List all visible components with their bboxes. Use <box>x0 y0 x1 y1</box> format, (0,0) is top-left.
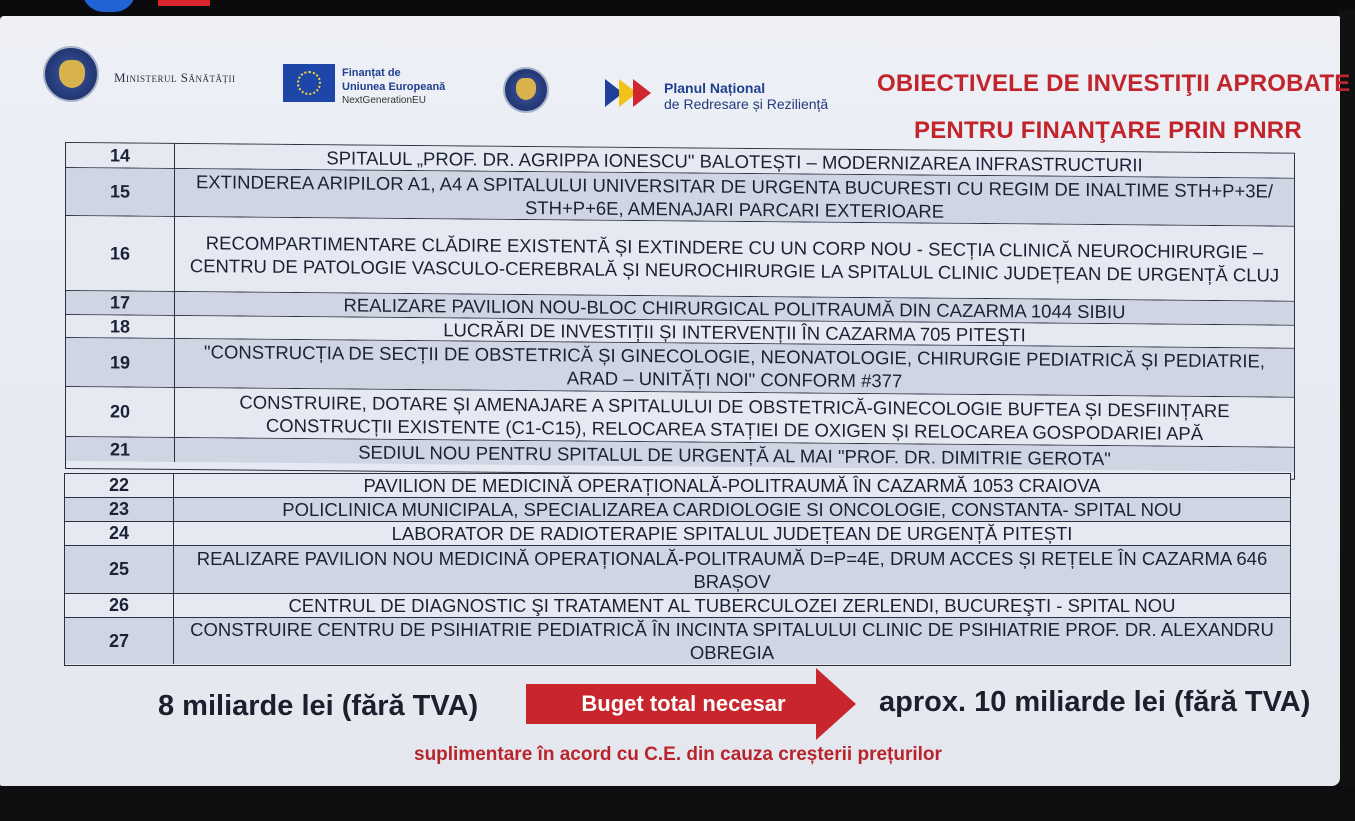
arrow-label: Buget total necesar <box>581 691 786 716</box>
broadcast-logo-icon <box>82 0 136 12</box>
investment-table-part-2 <box>64 473 1291 666</box>
row-description: REALIZARE PAVILION NOU-BLOC CHIRURGICAL POLITRAUMĂ DIN CAZARMA 1044 SIBIU <box>175 292 1294 325</box>
table-row <box>65 474 1290 498</box>
table-row <box>65 618 1290 664</box>
live-badge-icon <box>158 0 210 6</box>
budget-arrow <box>526 668 856 740</box>
investment-table-part-1 <box>65 142 1295 480</box>
row-number: 26 <box>65 594 174 617</box>
row-number: 21 <box>66 437 175 462</box>
row-description: POLICLINICA MUNICIPALA, SPECIALIZAREA CARDIOLOGIE SI ONCOLOGIE, CONSTANTA- SPITAL NOU <box>174 498 1290 521</box>
row-number: 16 <box>66 216 175 291</box>
table-row <box>66 216 1294 302</box>
row-description: SEDIUL NOU PENTRU SPITALUL DE URGENȚĂ AL MAI "PROF. DR. DIMITRIE GEROTA" <box>175 438 1294 472</box>
romanian-government-seal-icon <box>43 46 99 102</box>
pnrr-logo-icon <box>605 77 657 109</box>
eu-funding-text: Finanțat de Uniunea Europeană NextGenerationEU <box>342 67 446 106</box>
row-number: 20 <box>66 387 175 437</box>
row-description: "CONSTRUCȚIA DE SECȚII DE OBSTETRICĂ ȘI GINECOLOGIE, NEONATOLOGIE, CHIRURGIE PEDIATRICĂ ȘI PEDIATRIE, ARAD – UNITĂȚI NOI" CONFORM #377 <box>175 339 1294 397</box>
row-description: SPITALUL „PROF. DR. AGRIPPA IONESCU" BALOTEȘTI – MODERNIZAREA INFRASTRUCTURII <box>175 144 1294 178</box>
table-row <box>65 498 1290 522</box>
row-description: CONSTRUIRE, DOTARE ȘI AMENAJARE A SPITALULUI DE OBSTETRICĂ-GINECOLOGIE BUFTEA ȘI DESFIINȚARE CONSTRUCȚII EXISTENTE (C1-C15), RELOCAREA STAȚIEI DE OXIGEN ȘI RELOCAREA GOSPODARIEI APĂ <box>175 388 1294 447</box>
screen-bezel <box>1339 10 1355 821</box>
slide-title: OBIECTIVELE DE INVESTIŢII APROBATE <box>877 70 1351 97</box>
ministry-name: Ministerul Sănătății <box>114 70 236 85</box>
row-number: 17 <box>66 291 175 315</box>
row-description: CENTRUL DE DIAGNOSTIC ŞI TRATAMENT AL TUBERCULOZEI ZERLENDI, BUCUREŞTI - SPITAL NOU <box>174 594 1290 617</box>
eu-flag-icon <box>283 64 335 102</box>
slide-subtitle: PENTRU FINANŢARE PRIN PNRR <box>914 117 1302 144</box>
row-number: 14 <box>66 143 175 168</box>
row-number: 23 <box>65 498 174 521</box>
government-seal-icon <box>503 67 549 113</box>
row-description: LABORATOR DE RADIOTERAPIE SPITALUL JUDEȚEAN DE URGENȚĂ PITEȘTI <box>174 522 1290 545</box>
row-number: 24 <box>65 522 174 545</box>
row-description: CONSTRUIRE CENTRU DE PSIHIATRIE PEDIATRICĂ ÎN INCINTA SPITALULUI CLINIC DE PSIHIATRIE PROF. DR. ALEXANDRU OBREGIA <box>174 618 1290 664</box>
video-bottom-bar <box>0 786 1355 821</box>
row-number: 22 <box>65 474 174 497</box>
row-description: RECOMPARTIMENTARE CLĂDIRE EXISTENTĂ ȘI EXTINDERE CU UN CORP NOU - SECȚIA CLINICĂ NEUROCHIRURGIE – CENTRU DE PATOLOGIE VASCULO-CEREBRALĂ ȘI NEUROCHIRURGIE LA SPITALUL CLINIC JUDEȚEAN DE URGENȚĂ CLUJ <box>175 217 1294 301</box>
table-row <box>65 594 1290 618</box>
row-description: PAVILION DE MEDICINĂ OPERAȚIONALĂ-POLITRAUMĂ ÎN CAZARMĂ 1053 CRAIOVA <box>174 474 1290 497</box>
row-number: 18 <box>66 315 175 338</box>
table-row <box>65 546 1290 594</box>
row-number: 19 <box>66 338 175 387</box>
table-row <box>65 522 1290 546</box>
budget-footnote: suplimentare în acord cu C.E. din cauza creșterii prețurilor <box>414 744 942 765</box>
required-budget-amount: aprox. 10 miliarde lei (fără TVA) <box>879 686 1311 718</box>
row-number: 15 <box>66 168 175 216</box>
pnrr-text: Planul Național de Redresare și Reziliență <box>664 80 829 112</box>
row-description: EXTINDEREA ARIPILOR A1, A4 A SPITALULUI UNIVERSITAR DE URGENTA BUCURESTI CU REGIM DE INALTIME STH+P+3E/ STH+P+6E, AMENAJARI PARCARI EXTERIOARE <box>175 169 1294 226</box>
current-budget-amount: 8 miliarde lei (fără TVA) <box>158 690 479 722</box>
row-number: 25 <box>65 546 174 593</box>
row-description: LUCRĂRI DE INVESTIȚII ȘI INTERVENȚII ÎN CAZARMA 705 PITEȘTI <box>175 316 1294 348</box>
row-number: 27 <box>65 618 174 664</box>
row-description: REALIZARE PAVILION NOU MEDICINĂ OPERAȚIONALĂ-POLITRAUMĂ D=P=4E, DRUM ACCES ȘI REȚELE ÎN CAZARMA 646 BRAȘOV <box>174 546 1290 593</box>
